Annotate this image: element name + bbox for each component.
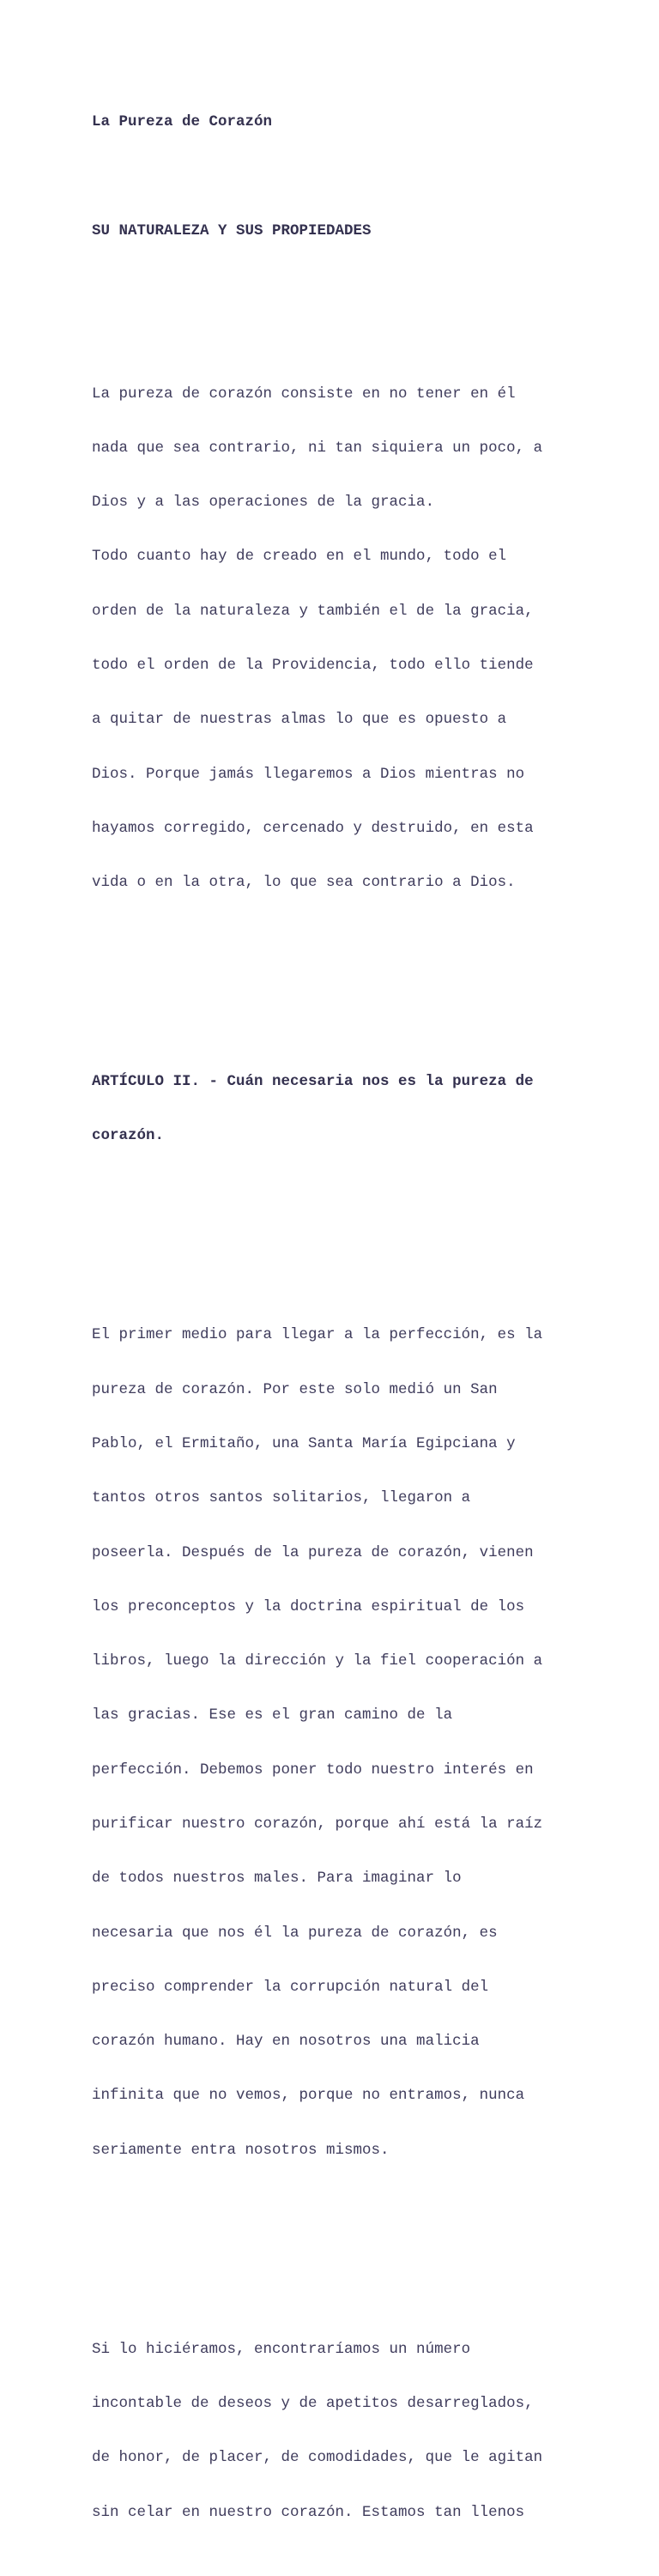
text-line: Si lo hiciéramos, encontraríamos un número — [92, 2340, 471, 2358]
text-line: incontable de deseos y de apetitos desarreglados, — [92, 2395, 534, 2412]
text-line: de todos nuestros males. Para imaginar lo — [92, 1870, 462, 1888]
text-line: Todo cuanto hay de creado en el mundo, todo el — [92, 548, 507, 566]
text-line: de honor, de placer, de comodidades, que le agitan — [92, 2449, 543, 2467]
text-line: a quitar de nuestras almas lo que es opuesto a — [92, 711, 507, 729]
text-line: los preconceptos y la doctrina espiritual de los — [92, 1597, 525, 1615]
spacer — [92, 2232, 572, 2250]
document-title: La Pureza de Corazón — [92, 113, 273, 131]
text-line: Dios. Porque jamás llegaremos a Dios mientras no — [92, 765, 525, 783]
text-line: tantos otros santos solitarios, llegaron a — [92, 1489, 471, 1507]
text-line: todo el orden de la Providencia, todo ello tiende — [92, 657, 534, 674]
text-line: hayamos corregido, cercenado y destruido, en esta — [92, 819, 534, 837]
text-line: preciso comprender la corrupción natural del — [92, 1978, 489, 1996]
article-heading — [92, 1037, 572, 1182]
text-line: sin celar en nuestro corazón. Estamos tan llenos — [92, 2503, 525, 2521]
text-line: nada que sea contrario, ni tan siquiera un poco, a — [92, 439, 543, 457]
text-line: infinita que no vemos, porque no entramos, nunca — [92, 2087, 525, 2105]
document-page — [92, 77, 572, 2576]
text-line: pureza de corazón. Por este solo medió un San — [92, 1380, 498, 1398]
paragraph-3 — [92, 2305, 572, 2558]
document-subtitle: SU NATURALEZA Y SUS PROPIEDADES — [92, 221, 372, 239]
text-line: orden de la naturaleza y también el de la gracia, — [92, 602, 534, 620]
text-line: vida o en la otra, lo que sea contrario a Dios. — [92, 874, 516, 892]
spacer — [92, 965, 572, 983]
heading-line: corazón. — [92, 1127, 165, 1145]
paragraph-2 — [92, 1290, 572, 2196]
spacer — [92, 1218, 572, 1236]
text-line: poseerla. Después de la pureza de corazón, vienen — [92, 1543, 534, 1561]
text-line: Dios y a las operaciones de la gracia. — [92, 494, 435, 512]
text-line: libros, luego la dirección y la fiel cooperación a — [92, 1652, 543, 1670]
spacer — [92, 167, 572, 185]
text-line: perfección. Debemos poner todo nuestro interés en — [92, 1761, 534, 1779]
text-line: seriamente entra nosotros mismos. — [92, 2141, 390, 2159]
text-line: El primer medio para llegar a la perfección, es la — [92, 1326, 543, 1344]
text-line: corazón humano. Hay en nosotros una malicia — [92, 2033, 480, 2051]
text-line: purificar nuestro corazón, porque ahí está la raíz — [92, 1815, 543, 1833]
text-line: La pureza de corazón consiste en no tener en él — [92, 385, 516, 403]
paragraph-1 — [92, 349, 572, 928]
text-line: las gracias. Ese es el gran camino de la — [92, 1706, 453, 1724]
heading-line: ARTÍCULO II. - Cuán necesaria nos es la pureza de — [92, 1073, 534, 1091]
spacer — [92, 276, 572, 294]
text-line: necesaria que nos él la pureza de corazón, es — [92, 1924, 498, 1942]
text-line: Pablo, el Ermitaño, una Santa María Egipciana y — [92, 1435, 516, 1453]
